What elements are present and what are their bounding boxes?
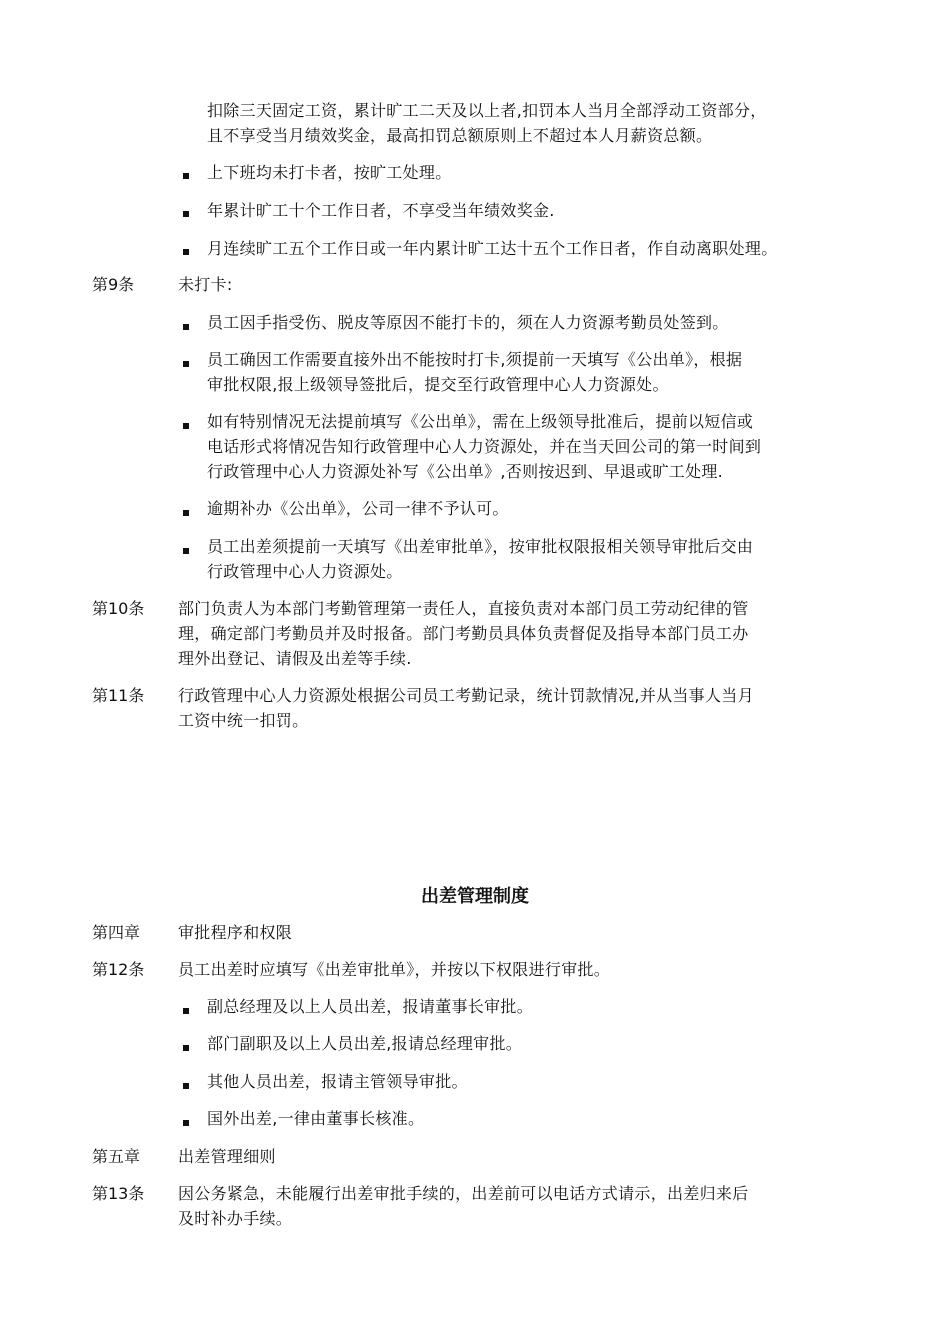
- article-text: 因公务紧急，未能履行出差审批手续的，出差前可以电话方式请示，出差归来后: [178, 1184, 749, 1203]
- article-text: 行政管理中心人力资源处根据公司员工考勤记录，统计罚款情况,并从当事人当月: [178, 686, 754, 705]
- article-text: 部门负责人为本部门考勤管理第一责任人，直接负责对本部门员工劳动纪律的管: [178, 599, 749, 618]
- list-item: 电话形式将情况告知行政管理中心人力资源处，并在当天回公司的第一时间到: [207, 437, 762, 456]
- list-item: 员工因手指受伤、脱皮等原因不能打卡的，须在人力资源考勤员处签到。: [207, 313, 729, 332]
- list-item: 如有特别情况无法提前填写《公出单》，需在上级领导批准后，提前以短信或: [207, 412, 754, 431]
- list-item: 员工出差须提前一天填写《出差审批单》，按审批权限报相关领导审批后交由: [207, 537, 754, 556]
- list-item: 员工确因工作需要直接外出不能按时打卡,须提前一天填写《公出单》，根据: [207, 350, 743, 369]
- section-title: 出差管理制度: [421, 886, 529, 907]
- bullet-icon: [183, 249, 189, 255]
- chapter-label: 第五章: [92, 1147, 141, 1166]
- article-text: 及时补办手续。: [178, 1209, 293, 1228]
- paragraph-line: 扣除三天固定工资，累计旷工二天及以上者,扣罚本人当月全部浮动工资部分，: [207, 101, 767, 120]
- bullet-icon: [183, 361, 189, 367]
- paragraph-line: 且不享受当月绩效奖金，最高扣罚总额原则上不超过本人月薪资总额。: [207, 126, 713, 145]
- list-item: 年累计旷工十个工作日者，不享受当年绩效奖金.: [207, 201, 555, 220]
- article-label: 第13条: [92, 1184, 145, 1203]
- bullet-icon: [183, 423, 189, 429]
- article-label: 第12条: [92, 960, 145, 979]
- list-item: 上下班均未打卡者，按旷工处理。: [207, 163, 452, 182]
- chapter-title: 出差管理细则: [178, 1147, 276, 1166]
- bullet-icon: [183, 1045, 189, 1051]
- bullet-icon: [183, 324, 189, 330]
- bullet-icon: [183, 211, 189, 217]
- article-text: 理，确定部门考勤员并及时报备。部门考勤员具体负责督促及指导本部门员工办: [178, 624, 749, 643]
- article-text: 工资中统一扣罚。: [178, 711, 309, 730]
- article-label: 第11条: [92, 686, 145, 705]
- list-item: 逾期补办《公出单》，公司一律不予认可。: [207, 499, 509, 518]
- list-item: 国外出差,一律由董事长核准。: [207, 1109, 425, 1128]
- chapter-label: 第四章: [92, 923, 141, 942]
- list-item: 行政管理中心人力资源处。: [207, 562, 403, 581]
- bullet-icon: [183, 1008, 189, 1014]
- bullet-icon: [183, 1120, 189, 1126]
- list-item: 审批权限,报上级领导签批后，提交至行政管理中心人力资源处。: [207, 375, 669, 394]
- list-item: 副总经理及以上人员出差，报请董事长审批。: [207, 997, 534, 1016]
- bullet-icon: [183, 548, 189, 554]
- article-label: 第10条: [92, 599, 145, 618]
- list-item: 行政管理中心人力资源处补写《公出单》,否则按迟到、早退或旷工处理.: [207, 462, 724, 481]
- article-label: 第9条: [92, 275, 135, 294]
- chapter-title: 审批程序和权限: [178, 923, 293, 942]
- list-item: 其他人员出差，报请主管领导审批。: [207, 1072, 468, 1091]
- article-text: 员工出差时应填写《出差审批单》，并按以下权限进行审批。: [178, 960, 611, 979]
- bullet-icon: [183, 173, 189, 179]
- article-text: 理外出登记、请假及出差等手续.: [178, 649, 412, 668]
- list-item: 部门副职及以上人员出差,报请总经理审批。: [207, 1034, 523, 1053]
- list-item: 月连续旷工五个工作日或一年内累计旷工达十五个工作日者，作自动离职处理。: [207, 239, 778, 258]
- article-text: 未打卡:: [178, 275, 233, 294]
- bullet-icon: [183, 1083, 189, 1089]
- bullet-icon: [183, 510, 189, 516]
